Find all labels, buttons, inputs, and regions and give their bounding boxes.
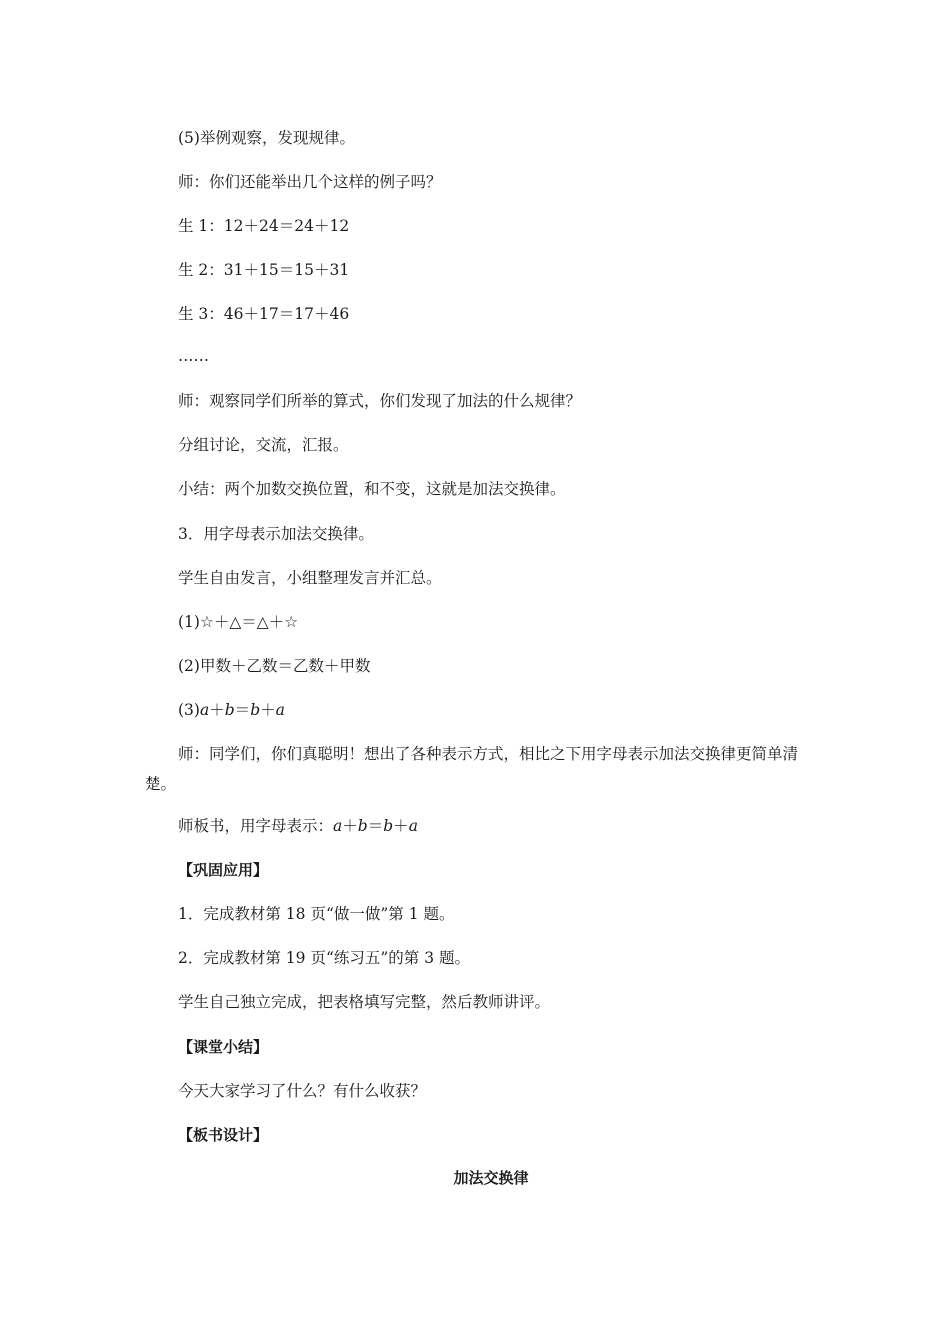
- paragraph-independent-work: 学生自己独立完成，把表格填写完整，然后教师讲评。: [178, 993, 551, 1011]
- heading-class-summary: 【课堂小结】: [178, 1038, 269, 1056]
- heading-consolidation: 【巩固应用】: [178, 861, 269, 879]
- formula-a: a: [199, 701, 210, 719]
- board-formula-plus: ＋: [342, 817, 358, 835]
- paragraph-step-5: (5)举例观察，发现规律。: [178, 129, 355, 147]
- board-formula-b: b: [357, 817, 368, 835]
- paragraph-option-1: (1)☆＋△＝△＋☆: [178, 613, 299, 631]
- board-formula-a: a: [333, 817, 343, 835]
- board-writing-prefix: 师板书，用字母表示：: [178, 817, 334, 835]
- formula-b: b: [224, 701, 235, 719]
- heading-board-design: 【板书设计】: [178, 1126, 269, 1144]
- formula-b-right: b: [250, 701, 261, 719]
- formula-a-right: a: [275, 701, 285, 719]
- paragraph-student-2: 生 2：31＋15＝15＋31: [178, 261, 350, 279]
- board-formula-b-right: b: [383, 817, 394, 835]
- paragraph-student-3: 生 3：46＋17＝17＋46: [178, 305, 350, 323]
- formula-equals: ＝: [234, 701, 251, 719]
- paragraph-reflection: 今天大家学习了什么？有什么收获？: [178, 1082, 427, 1100]
- paragraph-ellipsis: ……: [178, 347, 209, 365]
- paragraph-discussion: 分组讨论，交流，汇报。: [178, 436, 349, 454]
- paragraph-option-3: [178, 699, 285, 721]
- board-formula-plus-right: ＋: [393, 817, 409, 835]
- board-title: 加法交换律: [453, 1169, 529, 1187]
- paragraph-exercise-1: 1．完成教材第 18 页“做一做”第 1 题。: [178, 905, 455, 923]
- paragraph-student-1: 生 1：12＋24＝24＋12: [178, 217, 350, 235]
- paragraph-teacher-observe: 师：观察同学们所举的算式，你们发现了加法的什么规律？: [178, 392, 582, 410]
- option-3-prefix: (3): [178, 701, 200, 719]
- paragraph-board-writing: [178, 815, 418, 837]
- formula-plus-right: ＋: [260, 701, 276, 719]
- board-formula-a-right: a: [408, 817, 418, 835]
- paragraph-exercise-2: 2．完成教材第 19 页“练习五”的第 3 题。: [178, 949, 471, 967]
- paragraph-section-3: 3．用字母表示加法交换律。: [178, 525, 374, 543]
- paragraph-summary: 小结：两个加数交换位置，和不变，这就是加法交换律。: [178, 480, 566, 498]
- paragraph-teacher-praise: 师：同学们，你们真聪明！想出了各种表示方式，相比之下用字母表示加法交换律更简单清楚。: [145, 745, 799, 793]
- paragraph-teacher-question: 师：你们还能举出几个这样的例子吗？: [178, 173, 442, 191]
- paragraph-free-speech: 学生自由发言，小组整理发言并汇总。: [178, 569, 442, 587]
- paragraph-option-2: (2)甲数＋乙数＝乙数＋甲数: [178, 657, 371, 675]
- board-formula-equals: ＝: [367, 817, 384, 835]
- formula-plus: ＋: [209, 701, 225, 719]
